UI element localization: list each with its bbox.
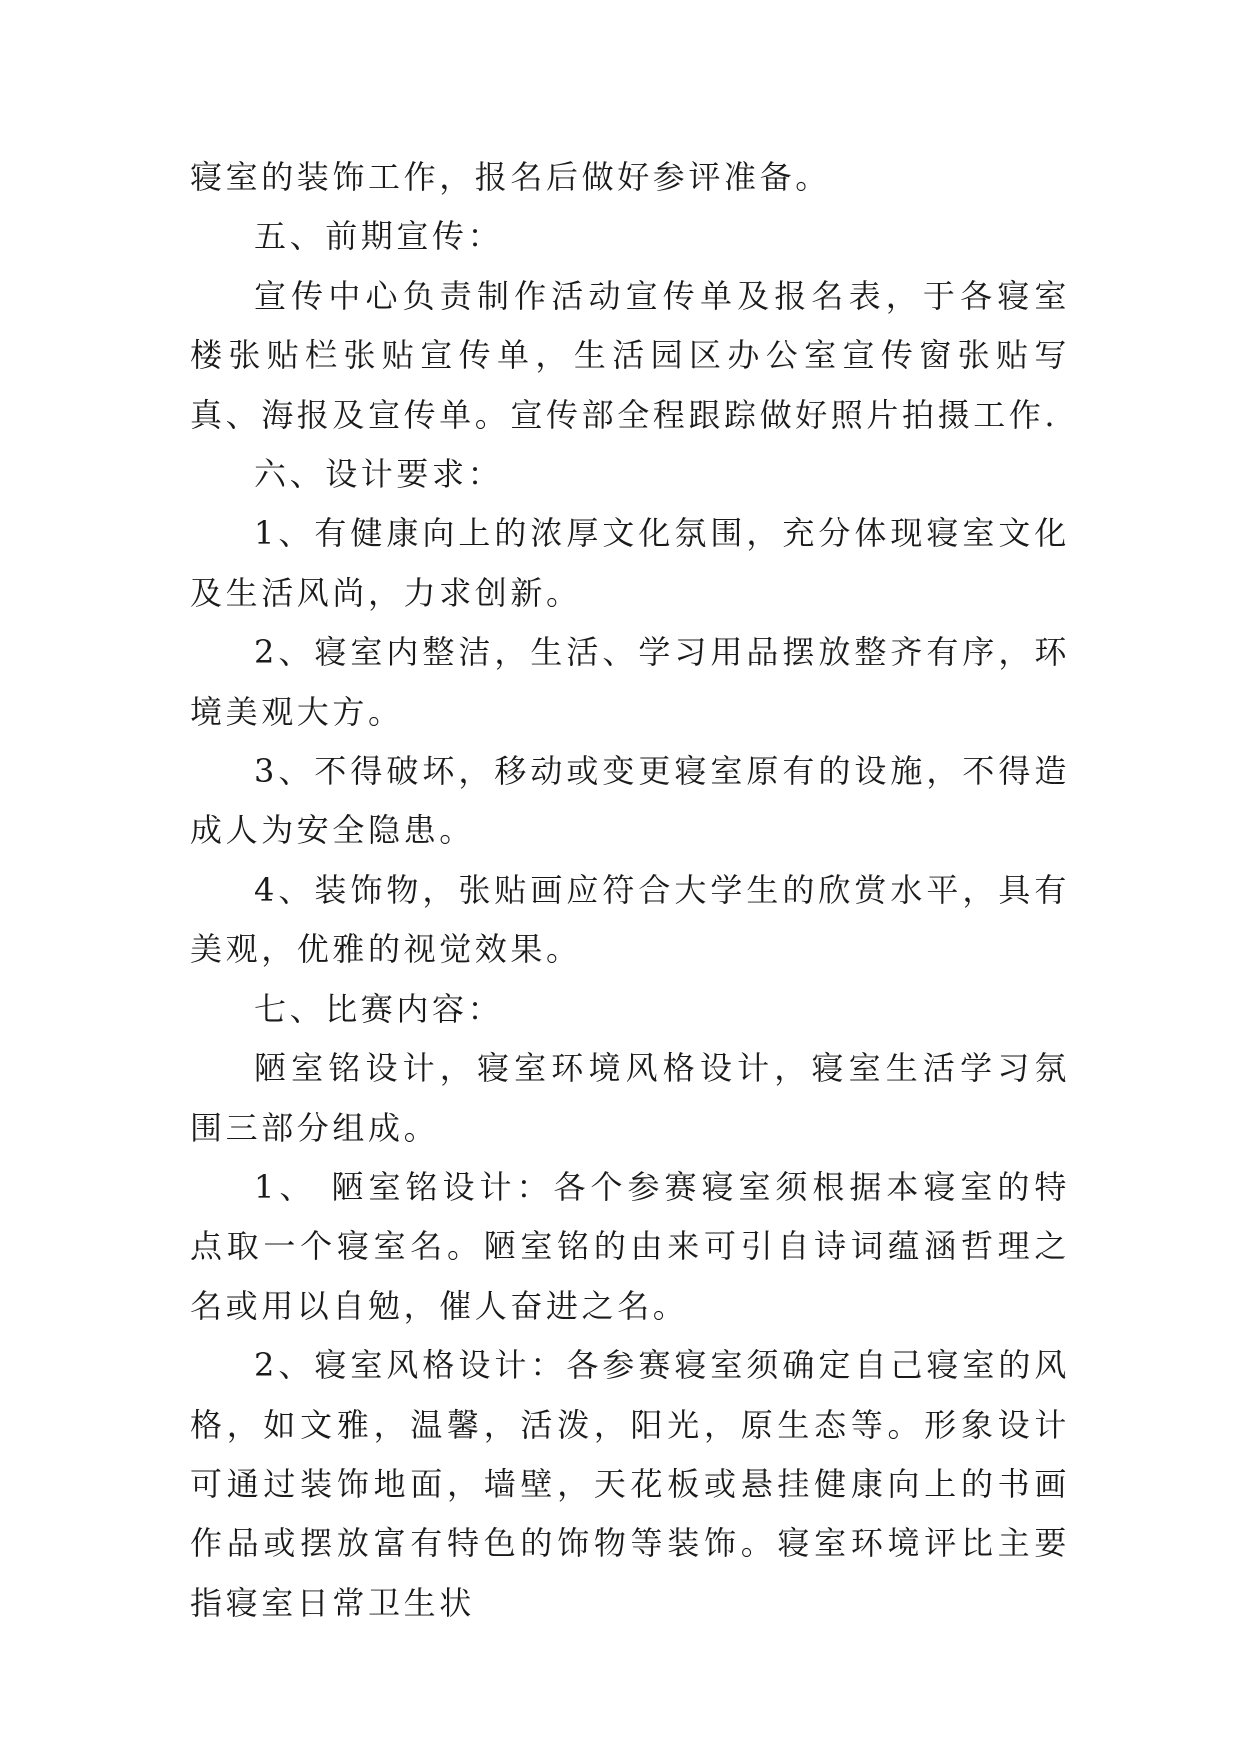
heading-contest-content: 七、比赛内容： (254, 989, 504, 1028)
requirement-item-2: 2、寝室内整洁，生活、学习用品摆放整齐有序，环境美观大方。 (190, 633, 1070, 731)
paragraph-contest-content: 陋室铭设计，寝室环境风格设计，寝室生活学习氛围三部分组成。 (190, 1049, 1070, 1147)
heading-publicity: 五、前期宣传： (254, 217, 504, 256)
heading-design-requirements: 六、设计要求： (254, 455, 504, 494)
document-body (190, 148, 1070, 1633)
requirement-item-3: 3、不得破坏，移动或变更寝室原有的设施，不得造成人为安全隐患。 (190, 752, 1070, 850)
content-item-2: 2、寝室风格设计：各参赛寝室须确定自己寝室的风格，如文雅，温馨，活泼，阳光，原生态等。形象设计可通过装饰地面，墙壁，天花板或悬挂健康向上的书画作品或摆放富有特色的饰物等装饰。寝室环境评比主要指寝室日常卫生状 (190, 1346, 1070, 1622)
paragraph-publicity: 宣传中心负责制作活动宣传单及报名表，于各寝室楼张贴栏张贴宣传单，生活园区办公室宣传窗张贴写真、海报及宣传单。宣传部全程跟踪做好照片拍摄工作. (190, 276, 1070, 434)
content-item-1: 1、 陋室铭设计：各个参赛寝室须根据本寝室的特点取一个寝室名。陋室铭的由来可引自诗词蕴涵哲理之名或用以自勉，催人奋进之名。 (190, 1167, 1070, 1325)
paragraph-continuation: 寝室的装饰工作，报名后做好参评准备。 (190, 158, 831, 196)
requirement-item-1: 1、有健康向上的浓厚文化氛围，充分体现寝室文化及生活风尚，力求创新。 (190, 514, 1070, 612)
requirement-item-4: 4、装饰物，张贴画应符合大学生的欣赏水平，具有美观，优雅的视觉效果。 (190, 870, 1070, 969)
